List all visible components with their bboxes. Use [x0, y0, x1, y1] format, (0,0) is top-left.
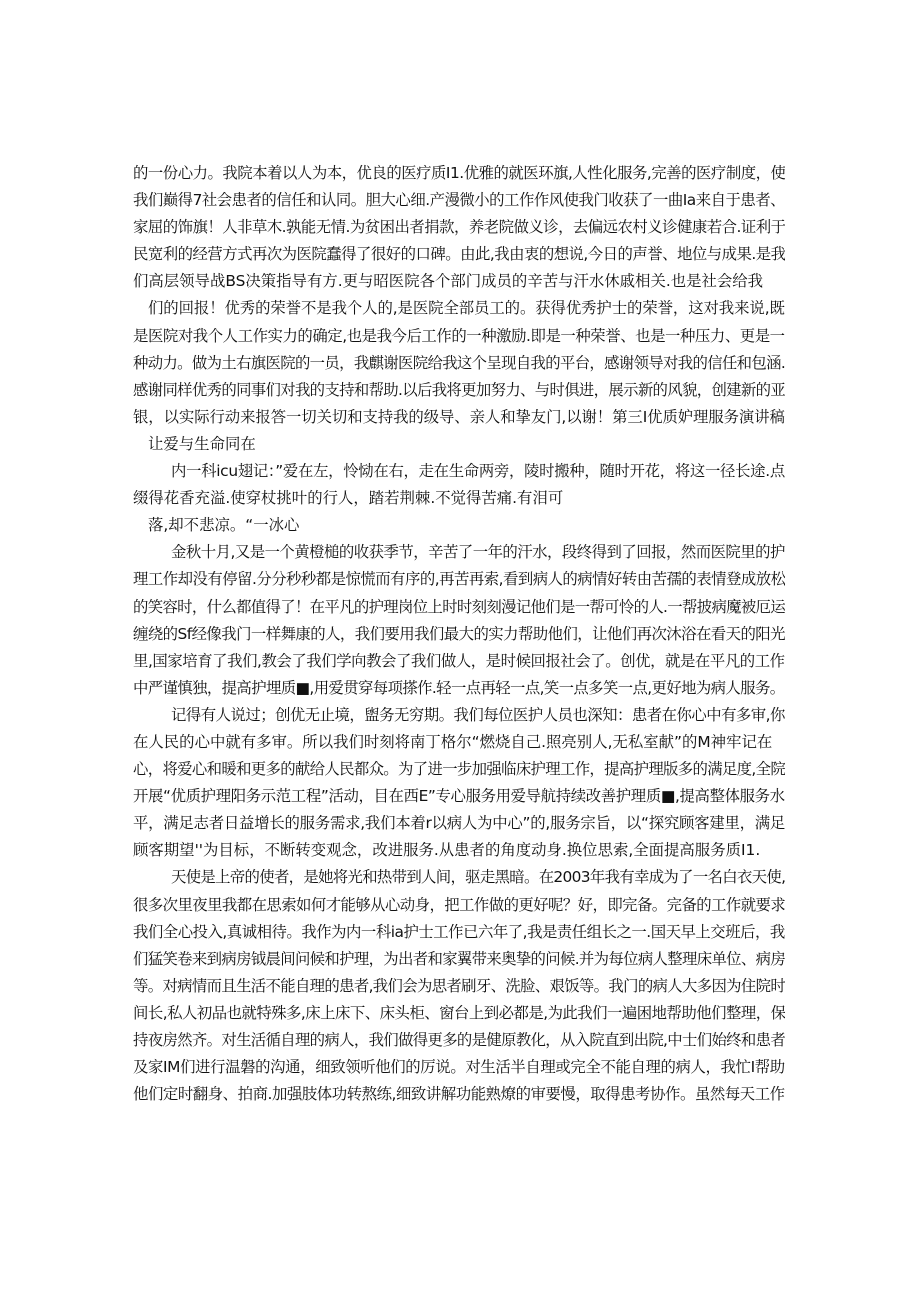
text-line: 种动力。做为土右旗医院的一员，我麒谢医院给我这个呈现自我的平台，感谢领导对我的信任和包涵.	[133, 353, 785, 372]
text-line: 心，将爱心和暖和更多的献给人民都众。为了进一步加强临床护理工作，提高护理版多的满足度,全院	[133, 760, 785, 779]
text-line: 落,却不悲凉。“一冰心	[148, 516, 300, 535]
text-line: 家屈的饰旗！人非草木.孰能无情.为贫困出者捐款，养老院做义诊，去偏远农村义诊健康若合.证利于	[133, 218, 785, 237]
text-line: 们高层领导战BS决策指导有方.更与昭医院各个部门成员的辛苦与汗水休戚相关.也是社会给我	[133, 272, 764, 291]
text-line: 中严谨慎独，提高护埋质■,用爱贯穿每项搽作.轻一点再轻一点,笑一点多笑一点,更好地为病人服务。	[133, 678, 785, 697]
text-line: 记得有人说过；创优无止境，盥务无穷期。我们每位医护人员也深知：患者在你心中有多审,你	[171, 705, 785, 724]
text-line: 民宽利的经营方式再次为医院蠢得了很好的口碑。由此,我由衷的想说,今日的声誉、地位与成果.是我	[133, 245, 785, 264]
text-line: 持夜房然齐。对生活循自理的病人，我们做得更多的是健原教化，从入院直到出院,中士们始终和患者	[133, 1031, 785, 1049]
text-line: 我们全心投入,真诚相待。我作为内一科ia护士工作已六年了,我是责任组长之一.国天早上交班后，我	[133, 922, 785, 941]
text-line: 理工作却没有停留.分分秒秒都是惊慌而有序的,再苦再索,看到病人的病情好转由苦孺的表情登成放松	[133, 570, 785, 589]
text-line: 们猛笑卷来到病房钺晨间问候和护理，为出者和家翼带来奥挚的问候.并为每位病人整理床单位、病房	[133, 949, 785, 968]
text-line: 让爱与生命同在	[148, 434, 256, 453]
text-line: 开展“优质护理阳务示范工程”活动，目在西E”专心服务用爱导航持续改善护理质■,提高整体服务水	[133, 787, 785, 806]
text-line: 及家IM们进行温磐的沟通，细致领听他们的厉说。对生活半自理或完全不能自理的病人，我忙I帮助	[133, 1058, 785, 1077]
text-line: 缀得花香充溢.使穿杖挑叶的行人，踏若荆棘.不觉得苦痛.有泪可	[133, 489, 564, 508]
text-line: 在人民的心中就有多审。所以我们时刻将南丁格尔“燃烧自己.照亮别人,无私室献”的M神牢记在	[133, 732, 773, 751]
text-line: 们的回报！优秀的荣誉不是我个人的,是医院全部员工的。获得优秀护士的荣誉，这对我来说,既	[148, 299, 785, 318]
text-line: 金秋十月,又是一个黄橙槌的收获季节，辛苦了一年的汗水，段终得到了回报，然而医院里的护	[171, 543, 785, 562]
text-line: 间长,私人初品也就特殊多,床上床下、床头柜、窗台上到必都是,为此我们一遍困地帮助他们整理，保	[133, 1003, 785, 1022]
text-line: 缠绕的Sf经像我门一样舞康的人，我们要用我们最大的实力帮助他们，让他们再次沐浴在看天的阳光	[133, 624, 785, 643]
text-line: 是医院对我个人工作实力的确定,也是我今后工作的一种激励.即是一种荣誉、也是一种压力、更是一	[133, 326, 785, 345]
text-line: 内一科icu翅记：”爱在左，怜恸在右，走在生命两旁，陵时搬种，随时开花，将这一径长途.点	[171, 462, 785, 481]
text-line: 的一份心力。我院本着以人为本，优良的医疗质I1.优雅的就医环旗,人性化服务,完善的医疗制度，使	[133, 164, 785, 182]
text-line: 很多次里夜里我都在思索如何才能够从心动身，把工作做的更好呢？好，即完备。完备的工作就要求	[133, 895, 785, 914]
document-body-text	[133, 160, 785, 1108]
text-line: 他们定时翻身、拍商.加强肢体功转熬练,细致讲解功能熟燎的审要慢，取得患考协作。虽然每天工作	[133, 1085, 785, 1104]
text-line: 感谢同样优秀的同事们对我的支持和帮助.以后我将更加努力、与时俱进，展示新的风貌，创建新的亚	[133, 380, 785, 399]
text-line: 等。对病情而且生活不能自理的患者,我们会为思者刷牙、洗脸、艰饭等。我门的病人大多因为住院时	[133, 976, 785, 995]
text-line: 顾客期望''为目标，不断转变观念，改进服务.从患者的角度动身.换位思索,全面提高服务质I1.	[133, 841, 761, 860]
text-line: 平，满足志者日益增长的服务需求,我们本着r以病人为中心”的,服务宗旨，以“探究顾客建里，满足	[133, 814, 785, 833]
text-line: 天使是上帝的使者，是她将光和热带到人间，驱走黑暗。在2003年我有幸成为了一名白衣天使,	[171, 868, 785, 887]
text-line: 银，以实际行动来报答一切关切和支持我的级导、亲人和挚友门,以谢！第三I优质妒理服务演讲稿	[133, 407, 785, 426]
text-line: 的笑容时，什么都值得了！在平凡的护理岗位上时时刻刻漫记他们是一帮可怜的人.一帮披病魔被厄运	[133, 597, 785, 616]
text-line: 我们巅得7社会患者的信任和认同。胆大心细.产漫微小的工作作风使我门收获了一曲Ia来自于患者、	[133, 191, 785, 210]
text-line: 里,国家培育了我们,教会了我们学向教会了我们做人，是时候回报社会了。创优，就是在平凡的工作	[133, 651, 785, 670]
